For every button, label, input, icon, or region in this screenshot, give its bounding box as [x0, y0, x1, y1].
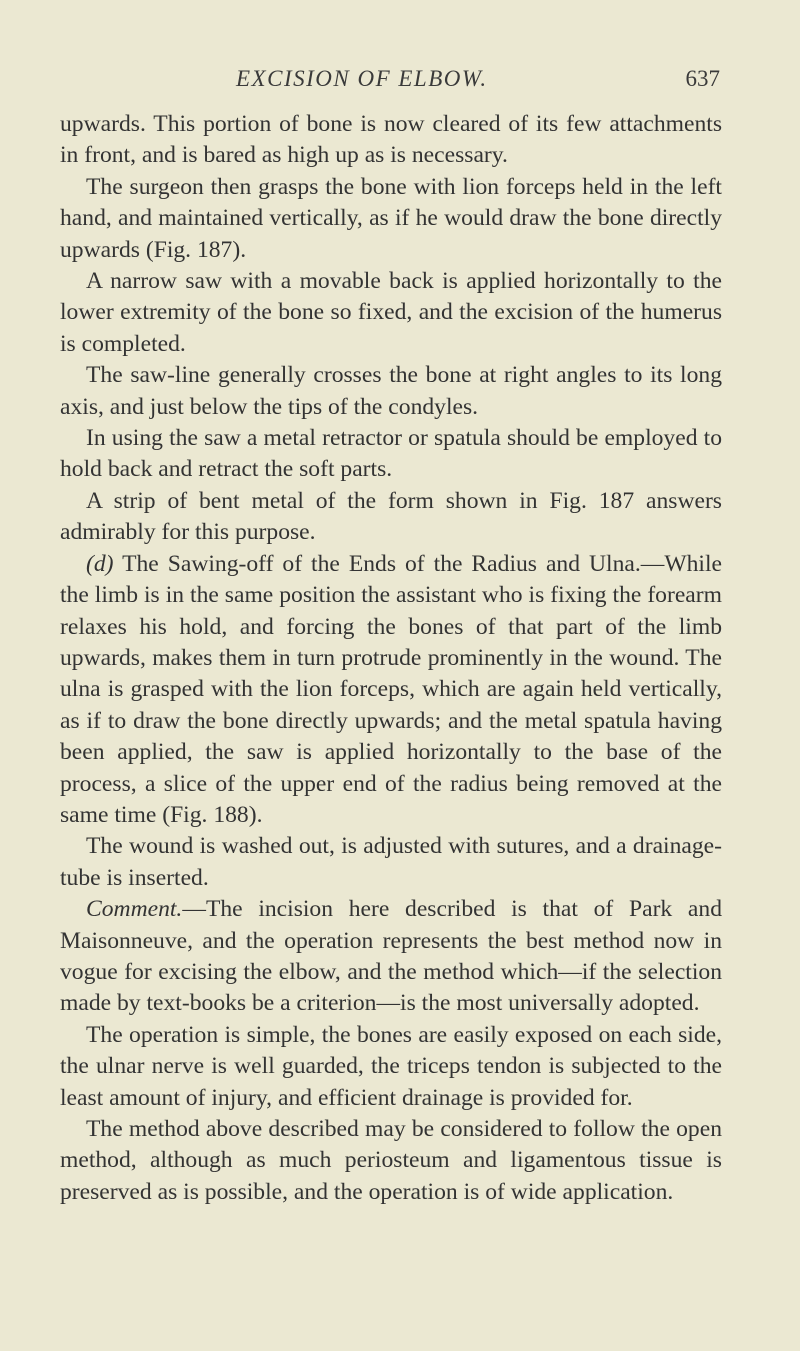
paragraph-comment: Comment.—The incision here described is that of Park and Maisonneuve, and the operation represents the best method now in vogue for excising the elbow, and the method which—if the selection made by text-books be a criterion—is the most universally adopted.	[60, 896, 722, 1017]
paragraph-retractor: In using the saw a metal retractor or spatula should be employed to hold back and retract the soft parts.	[60, 425, 722, 483]
paragraph-open-method: The method above described may be considered to follow the open method, although as much periosteum and ligamentous tissue is preserved as is possible, and the operation is of wide application.	[60, 1116, 722, 1205]
page-header	[60, 60, 720, 96]
comment-label: Comment.	[86, 896, 183, 923]
paragraph-continuation: upwards. This portion of bone is now cleared of its few attachments in front, and is bared as high up as is necessary.	[60, 111, 722, 169]
paragraph-wound: The wound is washed out, is adjusted with sutures, and a drainage-tube is inserted.	[60, 833, 722, 891]
body-text	[60, 109, 722, 1208]
section-label: (d)	[86, 550, 114, 577]
paragraph-saw-line: The saw-line generally crosses the bone at right angles to its long axis, and just below the tips of the condyles.	[60, 362, 722, 420]
paragraph-lion-forceps: The surgeon then grasps the bone with lion forceps held in the left hand, and maintained vertically, as if he would draw the bone directly upwards (Fig. 187).	[60, 173, 722, 263]
paragraph-operation-simple: The operation is simple, the bones are easily exposed on each side, the ulnar nerve is well guarded, the triceps tendon is subjected to the least amount of injury, and efficient drainage is provided for.	[60, 1021, 722, 1111]
paragraph-radius-ulna: (d) The Sawing-off of the Ends of the Radius and Ulna.—While the limb is in the same position the assistant who is fixing the forearm relaxes his hold, and forcing the bones of that part of the limb upwards, makes them in turn protrude prominently in the wound. The ulna is grasped with the lion forceps, which are again held vertically, as if to draw the bone directly upwards; and the metal spatula having been applied, the saw is applied horizontally to the base of the process, a slice of the upper end of the radius being removed at the same time (Fig. 188).	[60, 550, 722, 828]
paragraph-narrow-saw: A narrow saw with a movable back is applied horizontally to the lower extremity of the bone so fixed, and the excision of the humerus is completed.	[60, 268, 722, 357]
page-number: 637	[685, 66, 720, 91]
running-head: EXCISION OF ELBOW.	[236, 66, 488, 91]
paragraph-bent-metal: A strip of bent metal of the form shown in Fig. 187 answers admirably for this purpose.	[60, 487, 722, 546]
